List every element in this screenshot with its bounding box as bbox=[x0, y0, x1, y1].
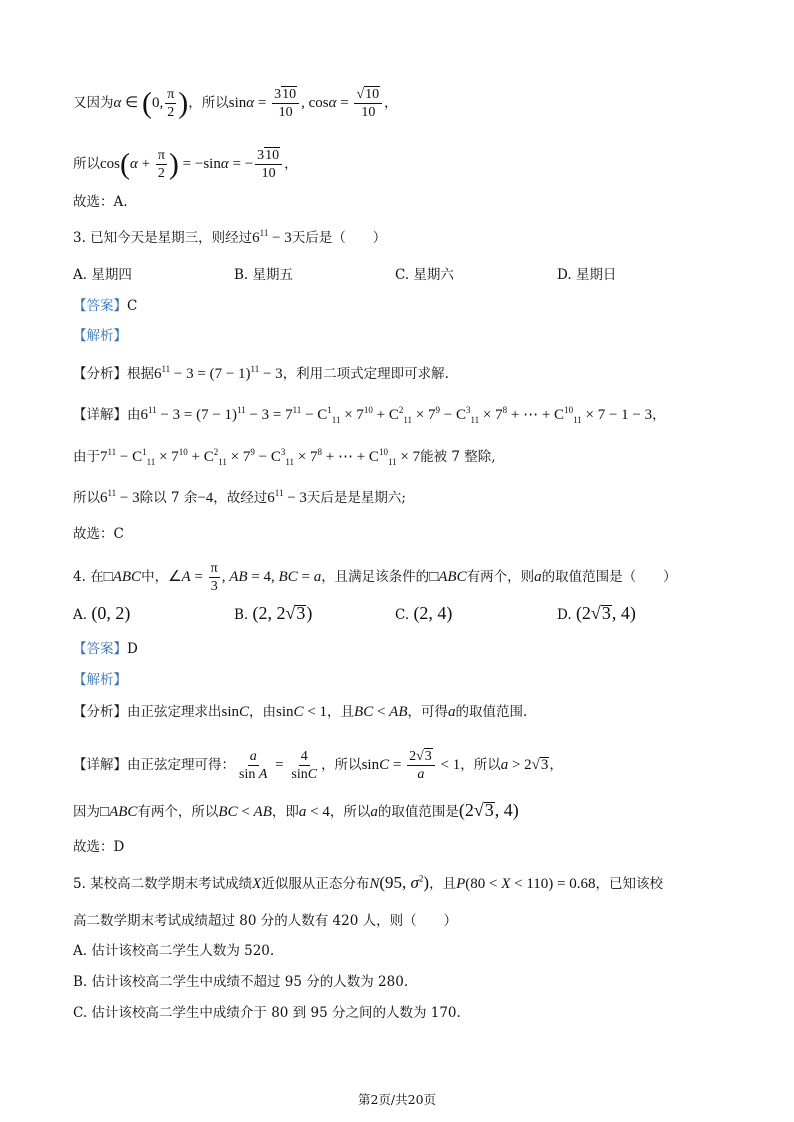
q4-detail: 【详解】由正弦定理可得： $\frac{a}{\text{sin A}}$ = $\frac{4}{\sin C}$ ，所以sinC = $\frac{2√3}{a}$ < 1，所以a > 2√3， bbox=[73, 749, 563, 782]
q3-divisible: 由于$7^{11} - C^1_{11} \times 7^{10} + C^2_{11} \times 7^9 - C^3_{11} \times 7^8$ + ⋯ + $C^{10}_{11} \times 7$能被 7 整除, bbox=[73, 447, 496, 467]
line-alpha-range: 又因为α ∈ (0, $\frac{\pi}{2}$ )，所以sinα = $\frac{310}{10}$ , cosα = $\frac{√10}{10}$ ， bbox=[73, 86, 398, 120]
question-5-line2: 高二数学期末考试成绩超过 80 分的人数有 420 人，则（ ） bbox=[73, 913, 458, 929]
q3-analysis: 【分析】根据$6^{11} - 3 = (7 - 1)^{11} - 3$，利用二项式定理即可求解. bbox=[73, 364, 449, 382]
line-cos-result: 所以cos(α + $\frac{\pi}{2}$ ) = −sinα = − $\frac{310}{10}$ ， bbox=[73, 147, 298, 181]
q3-detail: 【详解】由$6^{11} - 3 = (7 - 1)^{11} - 3 = 7^{11} - C^1_{11} \times 7^{10} + C^2_{11} \times 7^9 - C^3_{11} \times 7^8$ + ⋯ + $C^{10}_{11} \times 7 - 1 - 3$， bbox=[73, 405, 666, 425]
q3-option-b: B. 星期五 bbox=[234, 267, 294, 283]
q5-option-c: C. 估计该校高二学生中成绩介于 80 到 95 分之间的人数为 170. bbox=[73, 1005, 461, 1021]
q3-conclusion: 所以$6^{11} - 3$除以 7 余−4，故经过$6^{11} - 3$天后是是星期六; bbox=[73, 488, 406, 506]
question-5: 5. 某校高二数学期末考试成绩X近似服从正态分布N(95, $\sigma^2$)，且P(80 < X < 110) = 0.68，已知该校 bbox=[73, 873, 664, 892]
answer-line-a: 故选：A. bbox=[73, 194, 128, 210]
q4-option-d: D. (2√3, 4) bbox=[557, 603, 636, 623]
q4-jiexi: 【解析】 bbox=[73, 672, 127, 688]
q4-analysis: 【分析】由正弦定理求出sinC，由sinC < 1，且BC < AB，可得a的取值范围. bbox=[73, 704, 528, 720]
q3-option-a: A. 星期四 bbox=[73, 267, 132, 283]
q3-option-c: C. 星期六 bbox=[395, 267, 454, 283]
q3-jiexi: 【解析】 bbox=[73, 328, 127, 344]
q5-option-b: B. 估计该校高二学生中成绩不超过 95 分的人数为 280. bbox=[73, 974, 409, 990]
q4-option-c: C. (2, 4) bbox=[395, 603, 453, 623]
q4-answer: 【答案】D bbox=[73, 641, 138, 657]
q4-reason: 因为□ABC有两个，所以BC < AB，即a < 4，所以a的取值范围是(2√3, 4) bbox=[73, 800, 519, 820]
q4-choose: 故选：D bbox=[73, 839, 125, 855]
question-4: 4. 在□ABC中，∠A = $\frac{\pi}{3}$ , AB = 4, BC = a，且满足该条件的□ABC有两个，则a的取值范围是（ ） bbox=[73, 561, 677, 594]
q5-option-a: A. 估计该校高二学生人数为 520. bbox=[73, 943, 275, 959]
question-3: 3. 已知今天是星期三，则经过$6^{11} - 3$天后是（ ） bbox=[73, 228, 387, 246]
q3-option-d: D. 星期日 bbox=[557, 267, 617, 283]
q3-choose: 故选：C bbox=[73, 526, 124, 542]
q4-option-b: B. (2, 2√3) bbox=[234, 603, 313, 623]
page-footer: 第2页/共20页 bbox=[357, 1092, 437, 1107]
q3-answer: 【答案】C bbox=[73, 298, 138, 314]
q4-option-a: A. (0, 2) bbox=[73, 603, 131, 623]
